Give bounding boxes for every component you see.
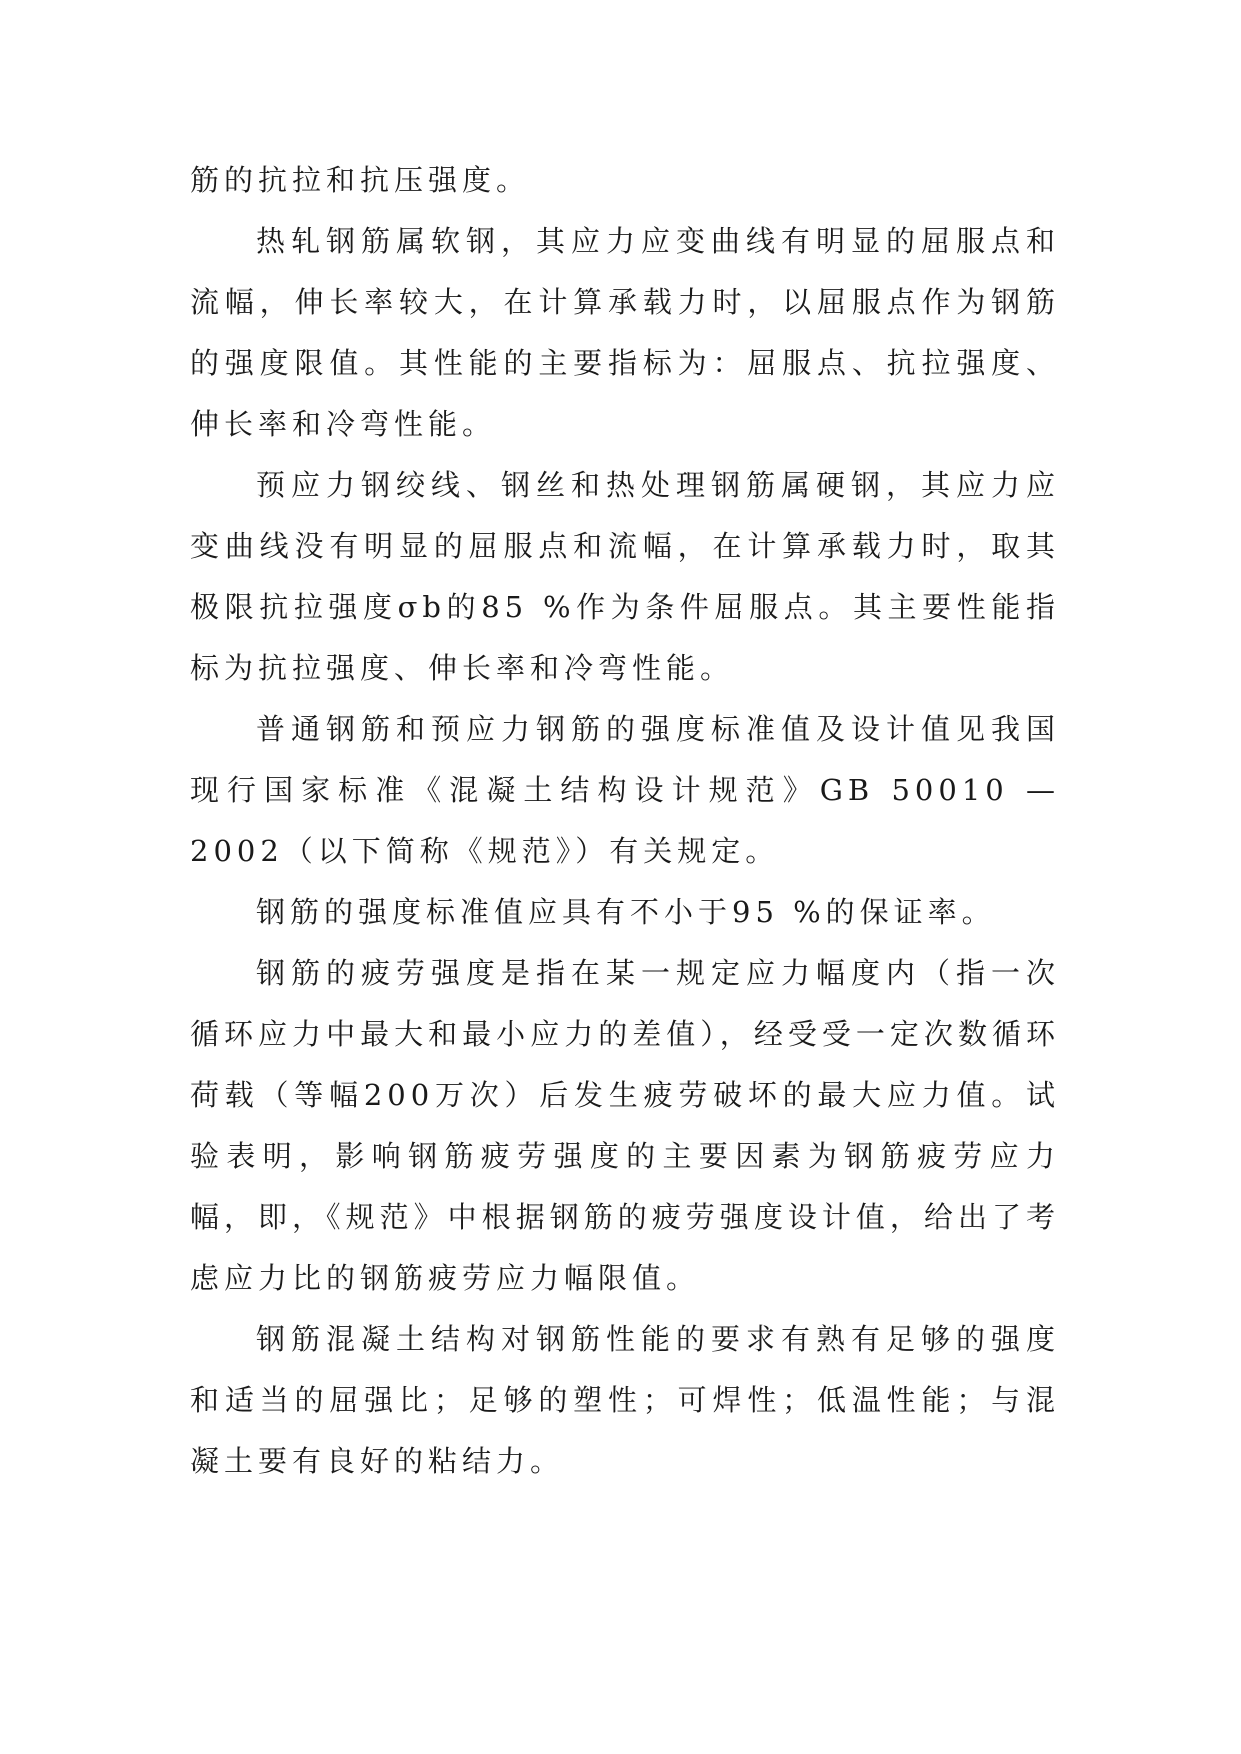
document-body [190, 150, 1060, 1492]
paragraph-guarantee-rate: 钢筋的强度标准值应具有不小于95 %的保证率。 [256, 895, 996, 929]
paragraph-strength-standard: 普通钢筋和预应力钢筋的强度标准值及设计值见我国现行国家标准《混凝土结构设计规范》GB 50010 — 2002（以下简称《规范》）有关规定。 [190, 712, 1060, 868]
paragraph-performance-requirements: 钢筋混凝土结构对钢筋性能的要求有熟有足够的强度和适当的屈强比；足够的塑性；可焊性；低温性能；与混凝土要有良好的粘结力。 [190, 1322, 1060, 1478]
paragraph-fatigue-strength: 钢筋的疲劳强度是指在某一规定应力幅度内（指一次循环应力中最大和最小应力的差值），经受受一定次数循环荷载（等幅200万次）后发生疲劳破坏的最大应力值。试验表明，影响钢筋疲劳强度的主要因素为钢筋疲劳应力幅，即，《规范》中根据钢筋的疲劳强度设计值，给出了考虑应力比的钢筋疲劳应力幅限值。 [190, 956, 1060, 1295]
paragraph-hot-rolled-steel: 热轧钢筋属软钢，其应力应变曲线有明显的屈服点和流幅，伸长率较大，在计算承载力时，以屈服点作为钢筋的强度限值。其性能的主要指标为：屈服点、抗拉强度、伸长率和冷弯性能。 [190, 224, 1060, 441]
paragraph-continuation: 筋的抗拉和抗压强度。 [190, 163, 531, 197]
paragraph-prestressed-steel: 预应力钢绞线、钢丝和热处理钢筋属硬钢，其应力应变曲线没有明显的屈服点和流幅，在计算承载力时，取其极限抗拉强度σb的85 %作为条件屈服点。其主要性能指标为抗拉强度、伸长率和冷弯性能。 [190, 468, 1060, 685]
